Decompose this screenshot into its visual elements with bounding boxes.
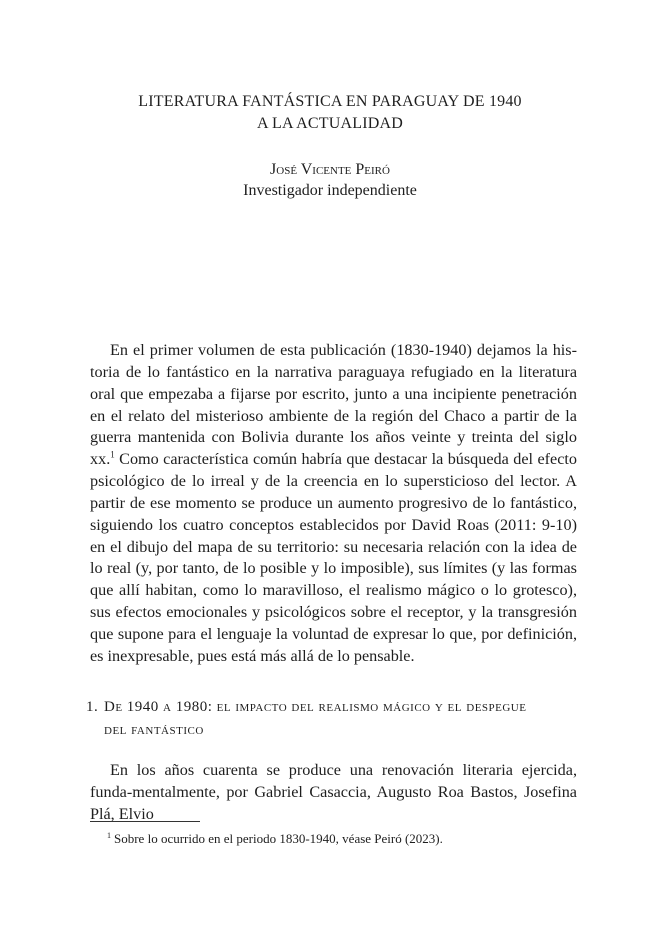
article-title (80, 91, 580, 135)
footnote-reference[interactable]: 1 (110, 449, 115, 460)
footnote (107, 830, 567, 847)
author-block (80, 159, 580, 201)
section-paragraph: En los años cuarenta se produce una renovación literaria ejercida, funda-mentalmente, por Gabriel Casaccia, Augusto Roa Bastos, Josefina Plá, Elvio (90, 761, 577, 823)
intro-paragraph (90, 340, 577, 668)
article-title-line-1: LITERATURA FANTÁSTICA EN PARAGUAY DE 1940 (138, 93, 522, 110)
intro-paragraph-text-b: Como característica común habría que destacar la búsqueda del efecto psicológico de lo irreal y de la creencia en lo supersticioso del lector. A partir de ese momento se produce un aumento progresivo de lo fantástico, siguiendo los cuatro conceptos establecidos por David Roas (2011: 9-10) en el dibujo del mapa de su territorio: su necesaria relación con la idea de lo real (y, por tanto, de lo posible y lo imposible), sus límites (y las formas que allí habitan, como lo maravilloso, el realismo mágico o lo grotesco), sus efectos emocionales y psicológicos sobre el receptor, y la transgresión que supone para el lenguaje la voluntad de expresar lo que, por definición, es inexpresable, pues está más allá de lo pensable. (90, 450, 577, 665)
author-affiliation: Investigador independiente (243, 182, 417, 199)
section-heading (86, 696, 556, 742)
section-title-line-2: del fantástico (104, 722, 204, 738)
footnote-divider (90, 821, 200, 822)
section-title-line-1: De 1940 a 1980: el impacto del realismo mágico y el despegue (104, 699, 527, 715)
footnote-marker: 1 (107, 830, 111, 840)
intro-paragraph-text-a: En el primer volumen de esta publicación (1830-1940) dejamos la his-toria de lo fantástico en la narrativa paraguaya refugiado en la literatura oral que empezaba a fijarse por escrito, junto a una incipiente penetración en el relato del misterioso ambiente de la región del Chaco a partir de la guerra mantenida con Bolivia durante los años veinte y treinta del siglo xx. (90, 341, 577, 469)
article-title-line-2: A LA ACTUALIDAD (256, 115, 404, 132)
section-number: 1. (86, 699, 99, 715)
author-name: José Vicente Peiró (270, 161, 390, 178)
footnote-text: Sobre lo ocurrido en el periodo 1830-1940, véase Peiró (2023). (114, 831, 443, 846)
